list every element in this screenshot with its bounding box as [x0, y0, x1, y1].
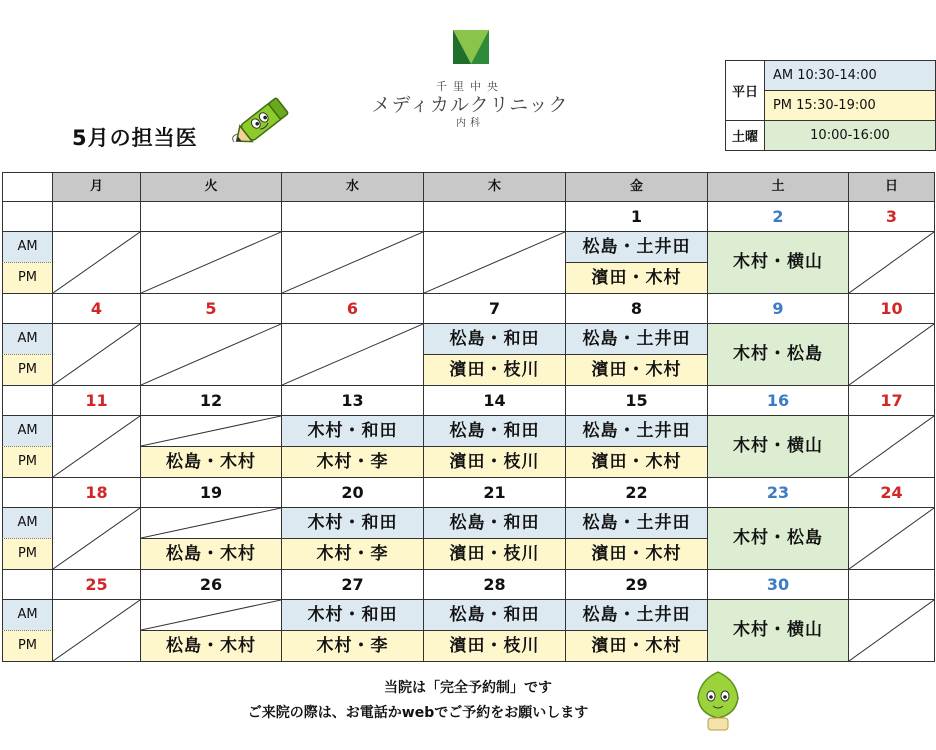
am-doctors: 松島・土井田 [565, 415, 708, 447]
date-cell: 11 [52, 385, 141, 416]
unavailable-slash [424, 232, 565, 293]
day-header: 金 [565, 172, 708, 202]
closed-am-cell [140, 415, 282, 447]
unavailable-slash [849, 324, 934, 385]
am-doctors: 松島・土井田 [565, 231, 708, 263]
date-row-spacer [2, 569, 53, 600]
unavailable-slash [141, 600, 281, 630]
am-doctors: 松島・和田 [423, 599, 566, 631]
pm-doctors: 木村・李 [281, 630, 424, 662]
day-header: 土 [707, 172, 849, 202]
pm-doctors: 濱田・枝川 [423, 630, 566, 662]
am-label: AM [2, 415, 53, 447]
closed-am-cell [140, 599, 282, 631]
date-cell [140, 201, 282, 232]
am-doctors: 松島・土井田 [565, 507, 708, 539]
pm-doctors: 松島・木村 [140, 630, 282, 662]
date-cell: 22 [565, 477, 708, 508]
pm-doctors: 濱田・木村 [565, 262, 708, 294]
unavailable-slash [141, 508, 281, 538]
closed-cell [281, 323, 424, 386]
date-cell: 5 [140, 293, 282, 324]
saturday-doctors: 木村・横山 [707, 231, 849, 294]
day-header: 水 [281, 172, 424, 202]
unavailable-slash [849, 508, 934, 569]
date-row-spacer [2, 201, 53, 232]
saturday-doctors: 木村・松島 [707, 507, 849, 570]
closed-cell [423, 231, 566, 294]
date-row-spacer [2, 477, 53, 508]
date-row-spacer [2, 385, 53, 416]
pm-doctors: 木村・李 [281, 446, 424, 478]
pm-doctors: 濱田・木村 [565, 446, 708, 478]
date-cell: 9 [707, 293, 849, 324]
pm-doctors: 松島・木村 [140, 446, 282, 478]
page-title: 5月の担当医 [72, 126, 198, 150]
corner-cell [2, 172, 53, 202]
date-cell: 6 [281, 293, 424, 324]
date-cell: 4 [52, 293, 141, 324]
pm-doctors: 濱田・木村 [565, 354, 708, 386]
am-label: AM [2, 507, 53, 539]
closed-cell [52, 415, 141, 478]
saturday-label: 土曜 [726, 121, 765, 151]
saturday-hours: 10:00-16:00 [764, 121, 935, 151]
date-cell: 15 [565, 385, 708, 416]
closed-cell [52, 323, 141, 386]
logo-dept-text: 内科 [456, 118, 484, 129]
closed-cell [52, 599, 141, 662]
am-doctors: 松島・土井田 [565, 599, 708, 631]
am-doctors: 木村・和田 [281, 507, 424, 539]
saturday-doctors: 木村・松島 [707, 323, 849, 386]
date-cell: 17 [848, 385, 935, 416]
date-cell: 12 [140, 385, 282, 416]
closed-am-cell [140, 507, 282, 539]
leaf-mascot-icon [690, 670, 746, 734]
date-cell [52, 201, 141, 232]
date-cell: 24 [848, 477, 935, 508]
pm-doctors: 濱田・枝川 [423, 354, 566, 386]
pm-label: PM [2, 630, 53, 662]
unavailable-slash [53, 232, 140, 293]
clinic-logo-icon [453, 30, 489, 64]
date-cell: 18 [52, 477, 141, 508]
pm-doctors: 松島・木村 [140, 538, 282, 570]
day-header: 木 [423, 172, 566, 202]
unavailable-slash [849, 600, 934, 661]
logo-sub-text: 千里中央 [436, 80, 504, 93]
date-cell: 25 [52, 569, 141, 600]
date-cell [848, 569, 935, 600]
unavailable-slash [282, 324, 423, 385]
unavailable-slash [282, 232, 423, 293]
date-cell: 21 [423, 477, 566, 508]
date-cell [281, 201, 424, 232]
date-cell: 14 [423, 385, 566, 416]
pencil-mascot-icon [228, 90, 300, 152]
weekday-am-hours: AM 10:30-14:00 [764, 61, 935, 91]
date-cell: 23 [707, 477, 849, 508]
day-header: 月 [52, 172, 141, 202]
hours-table [725, 60, 936, 151]
unavailable-slash [849, 416, 934, 477]
am-label: AM [2, 231, 53, 263]
date-cell: 30 [707, 569, 849, 600]
unavailable-slash [53, 600, 140, 661]
date-cell: 16 [707, 385, 849, 416]
pm-label: PM [2, 446, 53, 478]
weekday-label: 平日 [726, 61, 765, 121]
date-cell: 19 [140, 477, 282, 508]
am-label: AM [2, 599, 53, 631]
am-doctors: 木村・和田 [281, 599, 424, 631]
date-cell: 20 [281, 477, 424, 508]
sunday-closed-cell [848, 415, 935, 478]
unavailable-slash [53, 416, 140, 477]
pm-doctors: 濱田・枝川 [423, 446, 566, 478]
unavailable-slash [53, 324, 140, 385]
pm-label: PM [2, 262, 53, 294]
reservation-notice: 当院は「完全予約制」です [384, 680, 552, 696]
saturday-doctors: 木村・横山 [707, 599, 849, 662]
am-label: AM [2, 323, 53, 355]
am-doctors: 松島・和田 [423, 415, 566, 447]
date-cell: 1 [565, 201, 708, 232]
date-row-spacer [2, 293, 53, 324]
date-cell: 13 [281, 385, 424, 416]
pm-label: PM [2, 354, 53, 386]
unavailable-slash [141, 232, 281, 293]
pm-doctors: 木村・李 [281, 538, 424, 570]
unavailable-slash [849, 232, 934, 293]
closed-cell [140, 323, 282, 386]
date-cell: 26 [140, 569, 282, 600]
clinic-logo [335, 22, 605, 130]
date-cell: 8 [565, 293, 708, 324]
logo-name-text: メディカルクリニック [371, 94, 569, 116]
schedule-calendar [2, 172, 934, 672]
am-doctors: 松島・土井田 [565, 323, 708, 355]
date-cell: 27 [281, 569, 424, 600]
date-cell [423, 201, 566, 232]
sunday-closed-cell [848, 599, 935, 662]
date-cell: 7 [423, 293, 566, 324]
weekday-pm-hours: PM 15:30-19:00 [764, 91, 935, 121]
pm-label: PM [2, 538, 53, 570]
saturday-doctors: 木村・横山 [707, 415, 849, 478]
day-header: 日 [848, 172, 935, 202]
am-doctors: 松島・和田 [423, 323, 566, 355]
closed-cell [52, 507, 141, 570]
sunday-closed-cell [848, 231, 935, 294]
sunday-closed-cell [848, 323, 935, 386]
reservation-instructions: ご来院の際は、お電話かwebでご予約をお願いします [247, 705, 589, 721]
date-cell: 29 [565, 569, 708, 600]
day-header: 火 [140, 172, 282, 202]
closed-cell [281, 231, 424, 294]
closed-cell [52, 231, 141, 294]
date-cell: 10 [848, 293, 935, 324]
closed-cell [140, 231, 282, 294]
date-cell: 28 [423, 569, 566, 600]
am-doctors: 木村・和田 [281, 415, 424, 447]
pm-doctors: 濱田・木村 [565, 630, 708, 662]
unavailable-slash [53, 508, 140, 569]
sunday-closed-cell [848, 507, 935, 570]
pm-doctors: 濱田・枝川 [423, 538, 566, 570]
am-doctors: 松島・和田 [423, 507, 566, 539]
date-cell: 3 [848, 201, 935, 232]
pm-doctors: 濱田・木村 [565, 538, 708, 570]
unavailable-slash [141, 416, 281, 446]
unavailable-slash [141, 324, 281, 385]
date-cell: 2 [707, 201, 849, 232]
